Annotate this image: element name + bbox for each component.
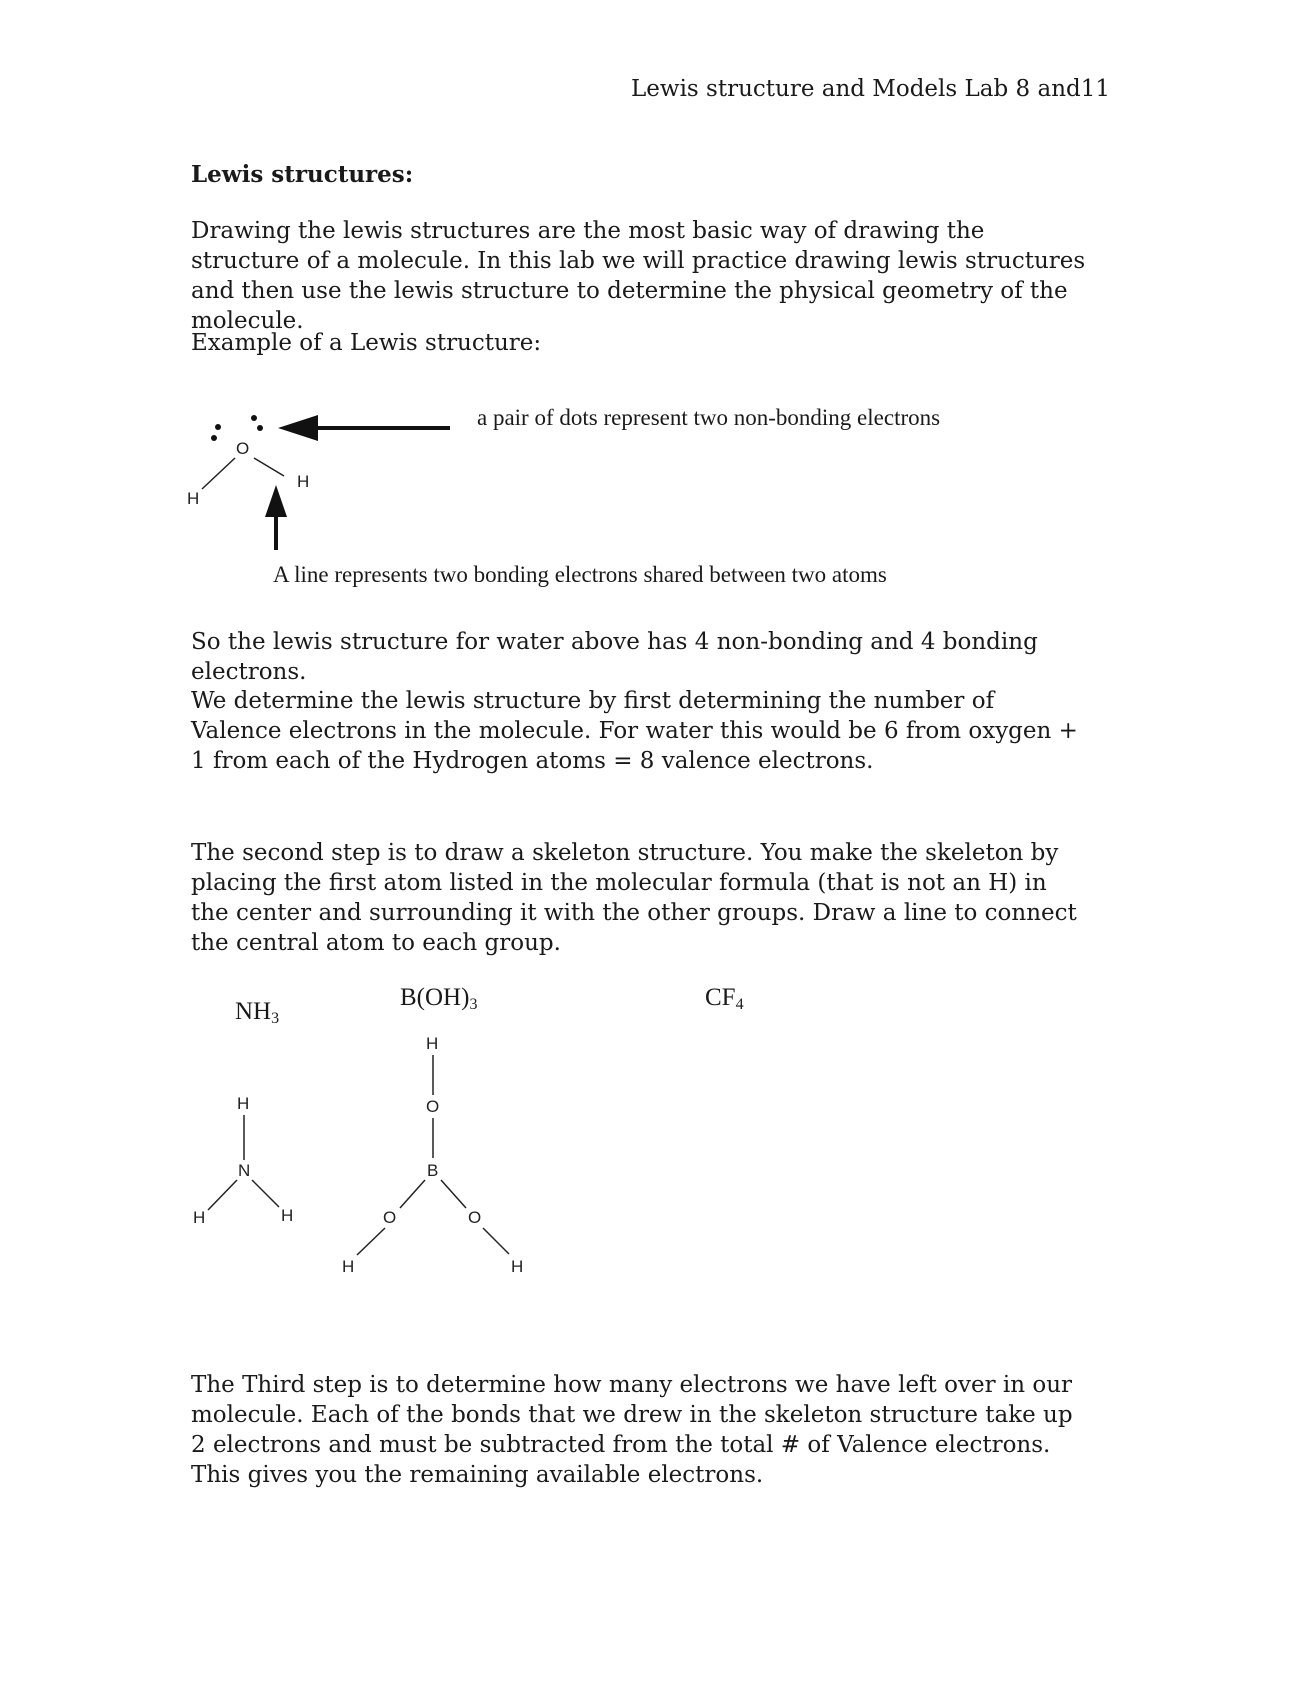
water-hydrogen-right: H <box>297 472 310 491</box>
water-bond-right <box>254 458 284 476</box>
nh3-hydrogen-left: H <box>193 1208 206 1227</box>
boh3-hydrogen-top: H <box>426 1034 439 1053</box>
intro-paragraph: Drawing the lewis structures are the most basic way of drawing the structure of a molecule. In this lab we will practice drawing lewis structures and then use the lewis structure to determine the physical geometry of the molecule. <box>191 218 1086 334</box>
water-summary: So the lewis structure for water above has 4 non-bonding and 4 bonding electrons. <box>191 629 1038 685</box>
boh3-oxygen-left: O <box>383 1208 397 1227</box>
nh3-nitrogen: N <box>238 1161 251 1180</box>
nh3-hydrogen-right: H <box>281 1206 294 1225</box>
water-hydrogen-left: H <box>187 489 200 508</box>
boh3-bond-b-o-right <box>441 1180 466 1208</box>
boh3-oxygen-top: O <box>426 1097 440 1116</box>
boh3-hydrogen-right: H <box>511 1257 524 1276</box>
lone-pair-dot <box>251 415 257 421</box>
boh3-boron: B <box>427 1161 439 1180</box>
water-lewis-diagram <box>170 385 470 560</box>
lone-pair-dot <box>215 424 221 430</box>
water-bond-left <box>202 458 235 489</box>
boh3-bond-o-h-right <box>483 1228 509 1254</box>
formula-boh3: $B(OH)_3$ <box>400 984 478 1013</box>
step1-paragraph: We determine the lewis structure by first determining the number of Valence electrons in the molecule. For water this would be 6 from oxygen + 1 from each of the Hydrogen atoms = 8 valence electrons. <box>191 688 1078 774</box>
nh3-bond-right <box>252 1180 279 1207</box>
nh3-skeleton <box>180 1090 320 1230</box>
boh3-skeleton <box>325 1030 555 1280</box>
bond-arrow-head <box>265 485 287 517</box>
line-annotation: A line represents two bonding electrons shared between two atoms <box>273 562 887 587</box>
formula-cf4: $CF_4$ <box>705 984 744 1013</box>
lone-pair-dot <box>211 435 217 441</box>
water-oxygen: O <box>236 439 250 458</box>
step3-paragraph: The Third step is to determine how many electrons we have left over in our molecule. Each of the bonds that we drew in the skeleton structure take up 2 electrons and must be subtracted from the total # of Valence electrons. This gives you the remaining available electrons. <box>191 1372 1073 1488</box>
boh3-hydrogen-left: H <box>342 1257 355 1276</box>
nh3-hydrogen-top: H <box>237 1094 250 1113</box>
boh3-bond-b-o-left <box>400 1180 425 1208</box>
page-header: Lewis structure and Models Lab 8 and11 <box>631 76 1110 102</box>
lone-pair-dot <box>257 425 263 431</box>
boh3-oxygen-right: O <box>468 1208 482 1227</box>
dots-arrow-head <box>278 415 318 441</box>
formula-nh3: $NH_3$ <box>235 998 280 1027</box>
nh3-bond-left <box>208 1180 237 1210</box>
step2-paragraph: The second step is to draw a skeleton structure. You make the skeleton by placing the first atom listed in the molecular formula (that is not an H) in the center and surrounding it with the other groups. Draw a line to connect the central atom to each group. <box>191 840 1077 956</box>
dots-annotation: a pair of dots represent two non-bonding electrons <box>477 405 941 430</box>
example-label: Example of a Lewis structure: <box>191 330 542 356</box>
boh3-bond-o-h-left <box>357 1228 385 1255</box>
section-heading: Lewis structures: <box>191 161 414 188</box>
